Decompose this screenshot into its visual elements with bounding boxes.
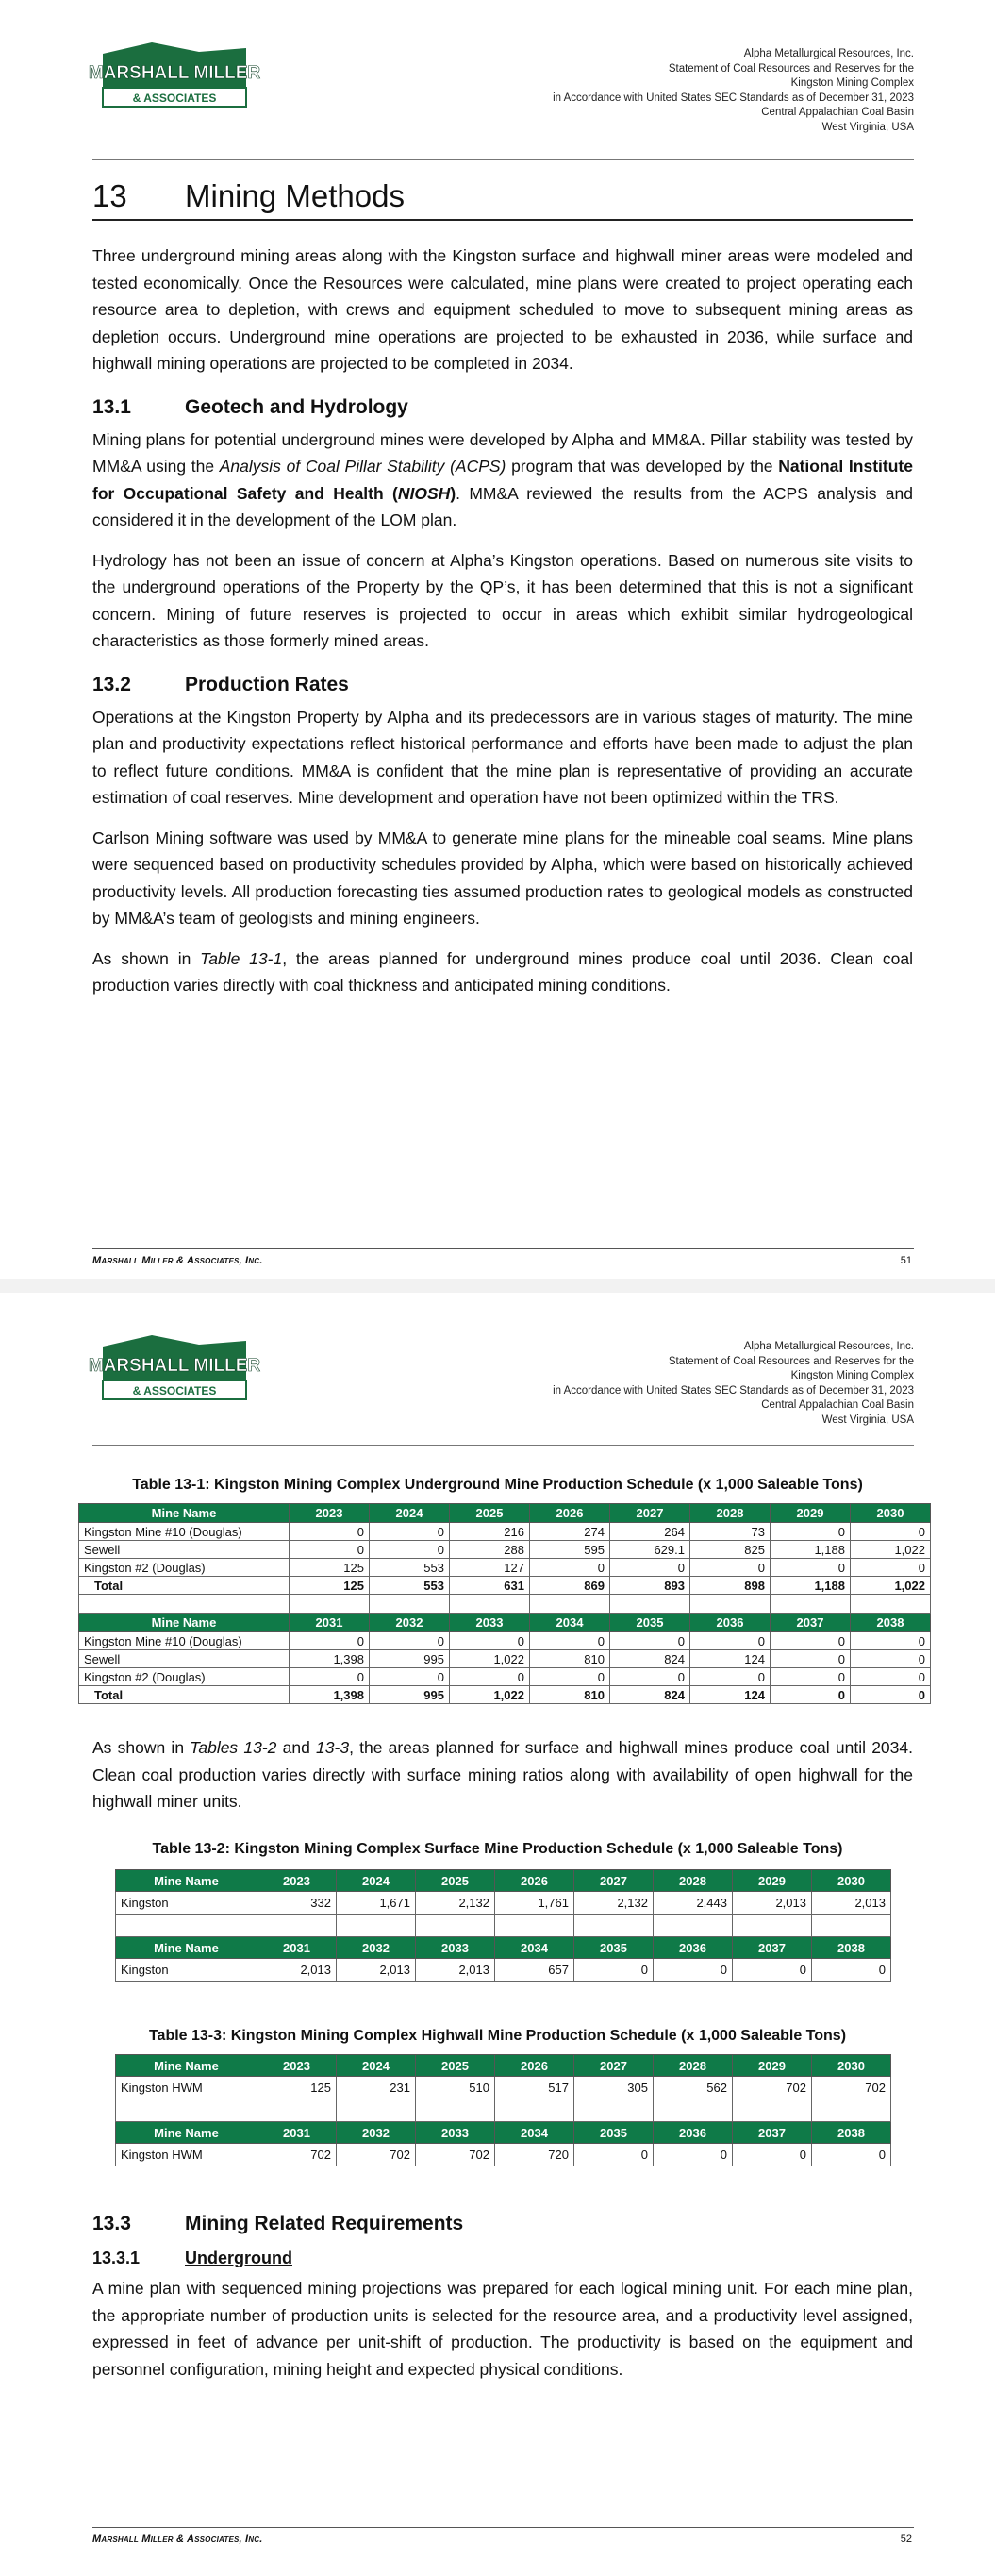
text-run: As shown in bbox=[92, 1738, 191, 1757]
table-cell: 0 bbox=[450, 1632, 530, 1650]
table-cell: 1,671 bbox=[337, 1892, 416, 1915]
table-cell: 657 bbox=[495, 1959, 574, 1982]
text-run: , the areas planned for surface and highwall mines produce coal until 2034. Clean coal production varies directly with surface mining ratios along with availability of open highwall for the highwall miner units. bbox=[92, 1738, 913, 1811]
table-spacer-row bbox=[116, 2099, 891, 2122]
geotech-paragraph bbox=[92, 427, 913, 534]
col-header: 2025 bbox=[416, 1870, 495, 1892]
text-run: program that was developed by the bbox=[506, 457, 779, 476]
col-header: 2029 bbox=[733, 2055, 812, 2077]
col-header: 2032 bbox=[337, 1937, 416, 1959]
col-header: 2030 bbox=[812, 2055, 891, 2077]
header-standards: in Accordance with United States SEC Standards as of December 31, 2023 bbox=[553, 92, 914, 104]
mine-name-cell: Kingston bbox=[116, 1959, 257, 1982]
col-header: Mine Name bbox=[116, 1937, 257, 1959]
text-run: As shown in bbox=[92, 948, 201, 968]
table-header-row bbox=[116, 1870, 891, 1892]
table-cell: 2,132 bbox=[416, 1892, 495, 1915]
table-cell: 1,188 bbox=[771, 1577, 851, 1595]
text-run: . MM&A reviewed the results from the ACPS analysis and considered it in the development of the LOM plan. bbox=[92, 483, 913, 529]
table-cell: 510 bbox=[416, 2077, 495, 2099]
table-13-1-caption: Table 13-1: Kingston Mining Complex Underground Mine Production Schedule (x 1,000 Saleable Tons) bbox=[132, 1477, 863, 1493]
table-cell: 274 bbox=[530, 1523, 610, 1541]
page-number: 52 bbox=[900, 2534, 912, 2545]
col-header: 2038 bbox=[812, 2122, 891, 2144]
table-row bbox=[79, 1632, 931, 1650]
table-cell: 0 bbox=[690, 1632, 771, 1650]
table-cell: 595 bbox=[530, 1541, 610, 1559]
table-13-1 bbox=[78, 1503, 931, 1704]
table-row bbox=[79, 1559, 931, 1577]
hydrology-paragraph: Hydrology has not been an issue of concern at Alpha’s Kingston operations. Based on numerous site visits to the underground operations of the Property by the QP’s, it has been determined that this is not a significant concern. Mining of future reserves is projected to occur in areas which exhibit similar hydrogeological characteristics as those formerly mined areas. bbox=[92, 550, 913, 650]
col-header: 2038 bbox=[812, 1937, 891, 1959]
col-header: 2037 bbox=[771, 1614, 851, 1632]
col-header: 2025 bbox=[450, 1504, 530, 1523]
header-statement: Statement of Coal Resources and Reserves for the bbox=[668, 62, 914, 75]
table-cell: 1,188 bbox=[771, 1541, 851, 1559]
table-cell: 0 bbox=[851, 1559, 931, 1577]
logo-line1: MARSHALL MILLER bbox=[88, 1356, 261, 1376]
col-header: 2033 bbox=[416, 1937, 495, 1959]
col-header: 2026 bbox=[495, 1870, 574, 1892]
table-13-2 bbox=[115, 1869, 891, 1982]
table-cell: 231 bbox=[337, 2077, 416, 2099]
table-row bbox=[79, 1541, 931, 1559]
table-cell: 702 bbox=[416, 2144, 495, 2166]
table-cell bbox=[370, 1595, 450, 1614]
table-cell: 0 bbox=[290, 1668, 370, 1686]
table-cell: 0 bbox=[370, 1541, 450, 1559]
table-cell bbox=[812, 2099, 891, 2122]
table-cell bbox=[733, 1915, 812, 1937]
table-cell: 0 bbox=[610, 1632, 690, 1650]
table-cell: 893 bbox=[610, 1577, 690, 1595]
table-cell: 0 bbox=[654, 2144, 733, 2166]
table-cell: 0 bbox=[574, 2144, 654, 2166]
table-cell bbox=[116, 1915, 257, 1937]
table-cell bbox=[530, 1595, 610, 1614]
mine-name-cell: Total bbox=[79, 1577, 290, 1595]
table-cell: 73 bbox=[690, 1523, 771, 1541]
table-cell: 0 bbox=[851, 1523, 931, 1541]
table-cell: 0 bbox=[851, 1668, 931, 1686]
col-header: 2023 bbox=[290, 1504, 370, 1523]
col-header: 2035 bbox=[574, 2122, 654, 2144]
table-cell: 124 bbox=[690, 1686, 771, 1704]
col-header: 2029 bbox=[733, 1870, 812, 1892]
table-cell: 995 bbox=[370, 1686, 450, 1704]
table-13-3-caption: Table 13-3: Kingston Mining Complex Highwall Mine Production Schedule (x 1,000 Saleable Tons) bbox=[148, 2028, 847, 2044]
table-cell: 305 bbox=[574, 2077, 654, 2099]
mma-logo bbox=[88, 41, 261, 112]
table-cell: 1,398 bbox=[290, 1686, 370, 1704]
mine-name-cell: Kingston Mine #10 (Douglas) bbox=[79, 1632, 290, 1650]
table-cell: 1,022 bbox=[851, 1541, 931, 1559]
table-row bbox=[116, 1892, 891, 1915]
table-cell bbox=[116, 2099, 257, 2122]
mine-name-cell: Kingston Mine #10 (Douglas) bbox=[79, 1523, 290, 1541]
table-cell: 0 bbox=[654, 1959, 733, 1982]
text-run: 13-3 bbox=[316, 1738, 350, 1757]
footer-firm: Marshall Miller & Associates, Inc. bbox=[92, 2534, 263, 2545]
table-cell bbox=[416, 1915, 495, 1937]
header-complex: Kingston Mining Complex bbox=[790, 77, 914, 89]
col-header: 2036 bbox=[690, 1614, 771, 1632]
col-header: 2031 bbox=[257, 2122, 337, 2144]
subsection-title: Production Rates bbox=[185, 673, 349, 695]
mine-name-cell: Sewell bbox=[79, 1650, 290, 1668]
col-header: 2026 bbox=[495, 2055, 574, 2077]
mma-logo bbox=[88, 1333, 261, 1405]
col-header: Mine Name bbox=[116, 2122, 257, 2144]
page-1-body bbox=[92, 177, 913, 999]
production-paragraph-2: Carlson Mining software was used by MM&A to generate mine plans for the mineable coal seams. Mine plans were sequenced based on productivity schedules provided by Alpha, which were based on historically achieved productivity levels. All production forecasting ties assumed production rates to geological models as constructed by MM&A’s team of geologists and mining engineers. bbox=[92, 828, 913, 928]
table-cell: 2,013 bbox=[812, 1892, 891, 1915]
section-number: 13 bbox=[92, 178, 127, 213]
subsection-title: Mining Related Requirements bbox=[185, 2213, 464, 2234]
page-52 bbox=[0, 1293, 995, 2576]
col-header: 2028 bbox=[654, 2055, 733, 2077]
table-13-2-caption: Table 13-2: Kingston Mining Complex Surface Mine Production Schedule (x 1,000 Saleable Tons) bbox=[152, 1841, 843, 1857]
header-location: West Virginia, USA bbox=[821, 121, 914, 133]
section-title: Mining Methods bbox=[185, 178, 405, 213]
page-2-body bbox=[92, 2211, 913, 2383]
section-heading-13-2 bbox=[92, 672, 913, 698]
subsection-number: 13.3 bbox=[92, 2213, 131, 2234]
table-cell: 332 bbox=[257, 1892, 337, 1915]
table-cell: 0 bbox=[370, 1632, 450, 1650]
mine-name-cell: Kingston HWM bbox=[116, 2144, 257, 2166]
table-cell bbox=[812, 1915, 891, 1937]
table-cell: 0 bbox=[610, 1559, 690, 1577]
document-header bbox=[423, 1340, 914, 1428]
col-header: 2037 bbox=[733, 1937, 812, 1959]
table-cell: 216 bbox=[450, 1523, 530, 1541]
table-cell bbox=[574, 1915, 654, 1937]
table-cell: 553 bbox=[370, 1577, 450, 1595]
table-cell bbox=[654, 2099, 733, 2122]
production-paragraph-1: Operations at the Kingston Property by Alpha and its predecessors are in various stages of maturity. The mine plan and productivity expectations reflect historical performance and efforts have been made to adjust the plan to reflect future conditions. MM&A is confident that the mine plan is representative of providing an accurate estimation of coal reserves. Mine development and operation have not been optimized within the TRS. bbox=[92, 707, 913, 807]
text-run: Mining plans for potential underground mines were developed by Alpha and MM&A. Pillar stability was tested by MM&A using the bbox=[92, 429, 913, 476]
col-header: 2030 bbox=[812, 1870, 891, 1892]
table-cell: 0 bbox=[812, 2144, 891, 2166]
text-run: Table 13-1 bbox=[200, 948, 283, 968]
table-row bbox=[79, 1650, 931, 1668]
col-header: 2024 bbox=[337, 2055, 416, 2077]
mine-name-cell: Kingston bbox=[116, 1892, 257, 1915]
table-cell: 0 bbox=[370, 1668, 450, 1686]
text-run: National Institute for Occupational Safety and Health ( bbox=[92, 457, 913, 503]
table-cell: 125 bbox=[290, 1559, 370, 1577]
table-header-row bbox=[116, 2122, 891, 2144]
mine-name-cell: Kingston HWM bbox=[116, 2077, 257, 2099]
text-run: Tables 13-2 bbox=[190, 1738, 277, 1757]
table-cell: 0 bbox=[771, 1559, 851, 1577]
table-cell: 0 bbox=[610, 1668, 690, 1686]
table-cell bbox=[495, 2099, 574, 2122]
page-gap bbox=[0, 1279, 995, 1293]
col-header: Mine Name bbox=[116, 2055, 257, 2077]
table-cell: 264 bbox=[610, 1523, 690, 1541]
table-cell: 0 bbox=[290, 1541, 370, 1559]
table-cell bbox=[337, 2099, 416, 2122]
table-cell: 702 bbox=[812, 2077, 891, 2099]
production-paragraph-3 bbox=[92, 945, 913, 999]
section-heading-13-3-1 bbox=[92, 2247, 913, 2269]
table-cell: 124 bbox=[690, 1650, 771, 1668]
table-cell: 995 bbox=[370, 1650, 450, 1668]
table-cell bbox=[690, 1595, 771, 1614]
table-cell: 0 bbox=[771, 1632, 851, 1650]
document-header bbox=[423, 47, 914, 135]
col-header: 2034 bbox=[495, 1937, 574, 1959]
subsection-number: 13.1 bbox=[92, 395, 131, 418]
table-total-row bbox=[79, 1686, 931, 1704]
header-basin: Central Appalachian Coal Basin bbox=[761, 1399, 914, 1411]
col-header: 2028 bbox=[654, 1870, 733, 1892]
table-cell: 810 bbox=[530, 1650, 610, 1668]
col-header: 2035 bbox=[610, 1614, 690, 1632]
page-number: 51 bbox=[900, 1255, 912, 1266]
table-cell: 0 bbox=[690, 1559, 771, 1577]
table-row bbox=[116, 2077, 891, 2099]
table-cell: 125 bbox=[257, 2077, 337, 2099]
table-13-3 bbox=[115, 2054, 891, 2166]
table-spacer-row bbox=[79, 1595, 931, 1614]
underground-paragraph: A mine plan with sequenced mining projections was prepared for each logical mining unit. For each mine plan, the appropriate number of production units is selected for the resource area, and a productivity level assigned, expressed in feet of advance per unit-shift of production. The productivity is based on the equipment and personnel configuration, mining height and expected physical conditions. bbox=[92, 2279, 913, 2379]
table-cell: 702 bbox=[733, 2077, 812, 2099]
section-heading-13 bbox=[92, 177, 913, 221]
col-header: Mine Name bbox=[116, 1870, 257, 1892]
table-cell: 2,013 bbox=[416, 1959, 495, 1982]
table-cell: 127 bbox=[450, 1559, 530, 1577]
table-cell: 629.1 bbox=[610, 1541, 690, 1559]
table-cell: 288 bbox=[450, 1541, 530, 1559]
table-cell: 1,022 bbox=[450, 1686, 530, 1704]
col-header: 2036 bbox=[654, 1937, 733, 1959]
mine-name-cell: Total bbox=[79, 1686, 290, 1704]
col-header: 2031 bbox=[257, 1937, 337, 1959]
logo-line2: & ASSOCIATES bbox=[132, 1384, 217, 1397]
text-run: ) bbox=[450, 483, 456, 503]
table-cell: 2,013 bbox=[257, 1959, 337, 1982]
table-cell: 1,398 bbox=[290, 1650, 370, 1668]
table-cell: 2,132 bbox=[574, 1892, 654, 1915]
col-header: 2032 bbox=[337, 2122, 416, 2144]
table-cell: 0 bbox=[370, 1523, 450, 1541]
subsection-number: 13.3.1 bbox=[92, 2249, 141, 2267]
logo-line2: & ASSOCIATES bbox=[132, 92, 217, 105]
table-header-row bbox=[116, 2055, 891, 2077]
col-header: 2023 bbox=[257, 1870, 337, 1892]
table-cell: 0 bbox=[290, 1632, 370, 1650]
table-cell: 0 bbox=[574, 1959, 654, 1982]
table-cell: 0 bbox=[851, 1686, 931, 1704]
col-header: 2027 bbox=[610, 1504, 690, 1523]
table-cell bbox=[450, 1595, 530, 1614]
col-header: 2024 bbox=[337, 1870, 416, 1892]
table-cell: 517 bbox=[495, 2077, 574, 2099]
table-cell: 702 bbox=[337, 2144, 416, 2166]
table-row bbox=[79, 1668, 931, 1686]
table-cell: 0 bbox=[530, 1668, 610, 1686]
table-cell: 631 bbox=[450, 1577, 530, 1595]
mine-name-cell: Sewell bbox=[79, 1541, 290, 1559]
table-cell: 0 bbox=[851, 1650, 931, 1668]
table-cell: 1,761 bbox=[495, 1892, 574, 1915]
col-header: Mine Name bbox=[79, 1504, 290, 1523]
table-cell bbox=[610, 1595, 690, 1614]
intro-paragraph: Three underground mining areas along with the Kingston surface and highwall miner areas were modeled and tested economically. Once the Resources were calculated, mine plans were created to project operating each resource area to depletion, with crews and equipment scheduled to move to subsequent mining areas as depletion occurs. Underground mine operations are projected to be exhausted in 2036, while surface and highwall mining operations are projected to be completed in 2034. bbox=[92, 246, 913, 373]
table-cell: 810 bbox=[530, 1686, 610, 1704]
surface-highwall-paragraph bbox=[92, 1734, 913, 1815]
col-header: 2029 bbox=[771, 1504, 851, 1523]
table-cell bbox=[733, 2099, 812, 2122]
text-run: , the areas planned for underground mines produce coal until 2036. Clean coal production varies directly with coal thickness and anticipated mining conditions. bbox=[92, 948, 914, 995]
table-cell: 0 bbox=[851, 1632, 931, 1650]
table-total-row bbox=[79, 1577, 931, 1595]
table-cell: 869 bbox=[530, 1577, 610, 1595]
header-basin: Central Appalachian Coal Basin bbox=[761, 107, 914, 118]
text-run: and bbox=[276, 1738, 317, 1757]
header-complex: Kingston Mining Complex bbox=[790, 1370, 914, 1381]
table-cell: 898 bbox=[690, 1577, 771, 1595]
header-divider bbox=[92, 1445, 914, 1446]
table-cell: 0 bbox=[690, 1668, 771, 1686]
col-header: 2027 bbox=[574, 1870, 654, 1892]
col-header: 2033 bbox=[450, 1614, 530, 1632]
table-cell: 1,022 bbox=[851, 1577, 931, 1595]
table-cell bbox=[79, 1595, 290, 1614]
table-cell bbox=[257, 2099, 337, 2122]
table-row bbox=[116, 1959, 891, 1982]
table-cell bbox=[290, 1595, 370, 1614]
col-header: 2036 bbox=[654, 2122, 733, 2144]
table-cell bbox=[851, 1595, 931, 1614]
page-footer bbox=[92, 2527, 914, 2545]
col-header: 2024 bbox=[370, 1504, 450, 1523]
table-cell: 720 bbox=[495, 2144, 574, 2166]
col-header: 2034 bbox=[495, 2122, 574, 2144]
table-cell bbox=[495, 1915, 574, 1937]
header-company: Alpha Metallurgical Resources, Inc. bbox=[743, 48, 914, 59]
subsection-title: Geotech and Hydrology bbox=[185, 395, 408, 418]
mine-name-cell: Kingston #2 (Douglas) bbox=[79, 1559, 290, 1577]
tables-13-2-3-intro bbox=[92, 1734, 913, 1815]
col-header: 2034 bbox=[530, 1614, 610, 1632]
table-header-row bbox=[79, 1614, 931, 1632]
col-header: Mine Name bbox=[79, 1614, 290, 1632]
table-row bbox=[79, 1523, 931, 1541]
col-header: 2032 bbox=[370, 1614, 450, 1632]
header-statement: Statement of Coal Resources and Reserves for the bbox=[668, 1355, 914, 1367]
subsection-number: 13.2 bbox=[92, 673, 131, 695]
table-header-row bbox=[79, 1504, 931, 1523]
col-header: 2026 bbox=[530, 1504, 610, 1523]
table-header-row bbox=[116, 1937, 891, 1959]
table-row bbox=[116, 2144, 891, 2166]
table-cell: 0 bbox=[812, 1959, 891, 1982]
table-cell: 825 bbox=[690, 1541, 771, 1559]
table-cell: 0 bbox=[771, 1686, 851, 1704]
table-cell: 553 bbox=[370, 1559, 450, 1577]
header-company: Alpha Metallurgical Resources, Inc. bbox=[743, 1341, 914, 1352]
table-cell bbox=[771, 1595, 851, 1614]
text-run bbox=[398, 484, 450, 503]
table-cell: 702 bbox=[257, 2144, 337, 2166]
logo-line1: MARSHALL MILLER bbox=[88, 63, 261, 83]
table-cell: 2,443 bbox=[654, 1892, 733, 1915]
table-cell: 0 bbox=[733, 2144, 812, 2166]
table-cell: 125 bbox=[290, 1577, 370, 1595]
table-cell bbox=[337, 1915, 416, 1937]
col-header: 2023 bbox=[257, 2055, 337, 2077]
table-cell: 0 bbox=[530, 1559, 610, 1577]
section-heading-13-3 bbox=[92, 2211, 913, 2237]
table-cell: 2,013 bbox=[337, 1959, 416, 1982]
col-header: 2028 bbox=[690, 1504, 771, 1523]
table-cell: 0 bbox=[733, 1959, 812, 1982]
header-location: West Virginia, USA bbox=[821, 1413, 914, 1426]
table-cell: 2,013 bbox=[733, 1892, 812, 1915]
section-heading-13-1 bbox=[92, 394, 913, 421]
col-header: 2031 bbox=[290, 1614, 370, 1632]
table-cell: 0 bbox=[771, 1650, 851, 1668]
table-cell: 0 bbox=[290, 1523, 370, 1541]
col-header: 2038 bbox=[851, 1614, 931, 1632]
col-header: 2027 bbox=[574, 2055, 654, 2077]
table-cell: 0 bbox=[450, 1668, 530, 1686]
col-header: 2025 bbox=[416, 2055, 495, 2077]
col-header: 2030 bbox=[851, 1504, 931, 1523]
header-divider bbox=[92, 159, 914, 160]
col-header: 2033 bbox=[416, 2122, 495, 2144]
table-cell: 824 bbox=[610, 1686, 690, 1704]
table-spacer-row bbox=[116, 1915, 891, 1937]
table-cell bbox=[574, 2099, 654, 2122]
mine-name-cell: Kingston #2 (Douglas) bbox=[79, 1668, 290, 1686]
table-cell: 562 bbox=[654, 2077, 733, 2099]
col-header: 2037 bbox=[733, 2122, 812, 2144]
table-cell bbox=[654, 1915, 733, 1937]
table-cell bbox=[416, 2099, 495, 2122]
subsection-title: Underground bbox=[185, 2249, 292, 2267]
col-header: 2035 bbox=[574, 1937, 654, 1959]
table-cell: 0 bbox=[530, 1632, 610, 1650]
table-cell bbox=[257, 1915, 337, 1937]
table-cell: 824 bbox=[610, 1650, 690, 1668]
text-run: NIOSH bbox=[397, 483, 451, 503]
table-cell: 1,022 bbox=[450, 1650, 530, 1668]
header-standards: in Accordance with United States SEC Standards as of December 31, 2023 bbox=[553, 1384, 914, 1397]
table-cell: 0 bbox=[771, 1668, 851, 1686]
footer-firm: Marshall Miller & Associates, Inc. bbox=[92, 1255, 263, 1266]
text-run: Analysis of Coal Pillar Stability (ACPS) bbox=[219, 457, 506, 476]
table-cell: 0 bbox=[771, 1523, 851, 1541]
page-footer bbox=[92, 1248, 914, 1266]
